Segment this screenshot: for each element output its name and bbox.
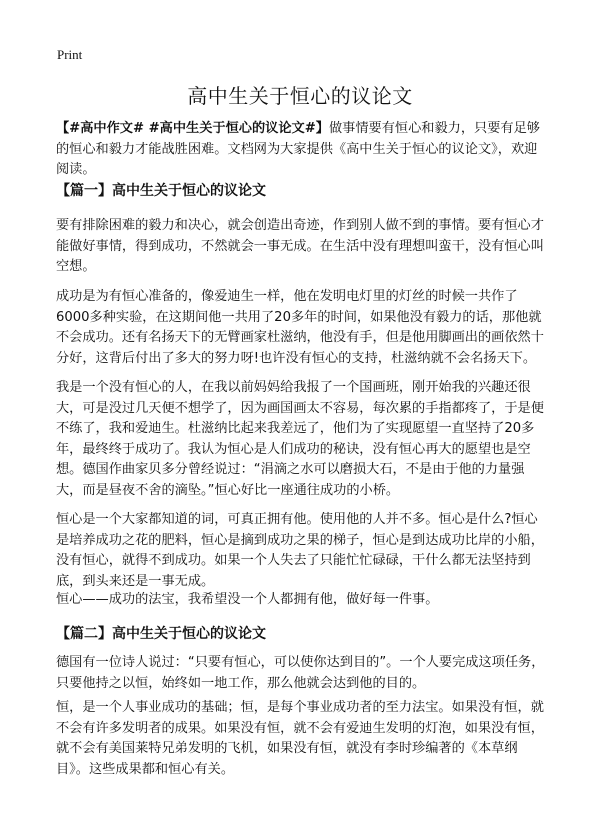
section-1-paragraph-1: 要有排除困难的毅力和决心，就会创造出奇迹，作到别人做不到的事情。要有恒心才能做好事情，得到成功，不然就会一事无成。在生活中没有理想叫蛮干，没有恒心叫空想。 [56, 218, 544, 274]
section-1-paragraph-2: 成功是为有恒心准备的，像爱迪生一样，他在发明电灯里的灯丝的时候一共作了6000多种实验，在这期间他一共用了20多年的时间，如果他没有毅力的话，那他就不会成功。还有名扬天下的无臂画家杜滋纳，他没有手，但是他用脚画出的画依然十分好，这背后付出了多大的努力呀!也许没有恒心的支持，杜滋纳就不会名扬天下。 [56, 289, 544, 366]
section-2-heading: 【篇二】高中生关于恒心的议论文 [56, 626, 266, 642]
section-1-paragraph-5: 恒心——成功的法宝，我希望没一个人都拥有他，做好每一件事。 [56, 592, 439, 607]
section-1-paragraph-4: 恒心是一个大家都知道的词，可真正拥有他。使用他的人并不多。恒心是什么?恒心是培养成功之花的肥料，恒心是摘到成功之果的梯子，恒心是到达成功比岸的小船，没有恒心，就得不到成功。如果一个人失去了只能忙忙碌碌，干什么都无法坚持到底，到头来还是一事无成。 [56, 512, 544, 589]
lead-text: 做事情要有恒心和毅力，只要有足够的恒心和毅力才能战胜困难。文档网为大家提供《高中生关于恒心的议论文》，欢迎阅读。 [56, 121, 540, 177]
section-2-paragraph-2: 恒，是一个人事业成功的基础；恒，是每个事业成功者的至力法宝。如果没有恒，就不会有许多发明者的成果。如果没有恒，就不会有爱迪生发明的灯泡，如果没有恒，就不会有美国莱特兄弟发明的飞机，如果没有恒，就没有李时珍编著的《本草纲目》。这些成果都和恒心有关。 [56, 700, 544, 777]
print-link[interactable]: Print [57, 47, 83, 62]
section-1-paragraph-3: 我是一个没有恒心的人，在我以前妈妈给我报了一个国画班，刚开始我的兴趣还很大，可是没过几天便不想学了，因为画国画太不容易，每次累的手指都疼了，于是便不练了，我和爱迪生。杜滋纳比起来我差远了，他们为了实现愿望一直坚持了20多年，最终终于成功了。我认为恒心是人们成功的秘诀，没有恒心再大的愿望也是空想。德国作曲家贝多分曾经说过：“涓滴之水可以磨损大石，不是由于他的力量强大，而是昼夜不舍的滴坠。”恒心好比一座通往成功的小桥。 [56, 380, 544, 498]
lead-paragraph [56, 119, 546, 181]
lead-tag: 【#高中作文# #高中生关于恒心的议论文#】 [56, 121, 329, 136]
section-1-heading: 【篇一】高中生关于恒心的议论文 [56, 183, 266, 199]
section-2-paragraph-1: 德国有一位诗人说过：“只要有恒心，可以使你达到目的”。一个人要完成这项任务，只要他持之以恒，始终如一地工作，那么他就会达到他的目的。 [56, 655, 545, 691]
page-title: 高中生关于恒心的议论文 [187, 84, 413, 108]
